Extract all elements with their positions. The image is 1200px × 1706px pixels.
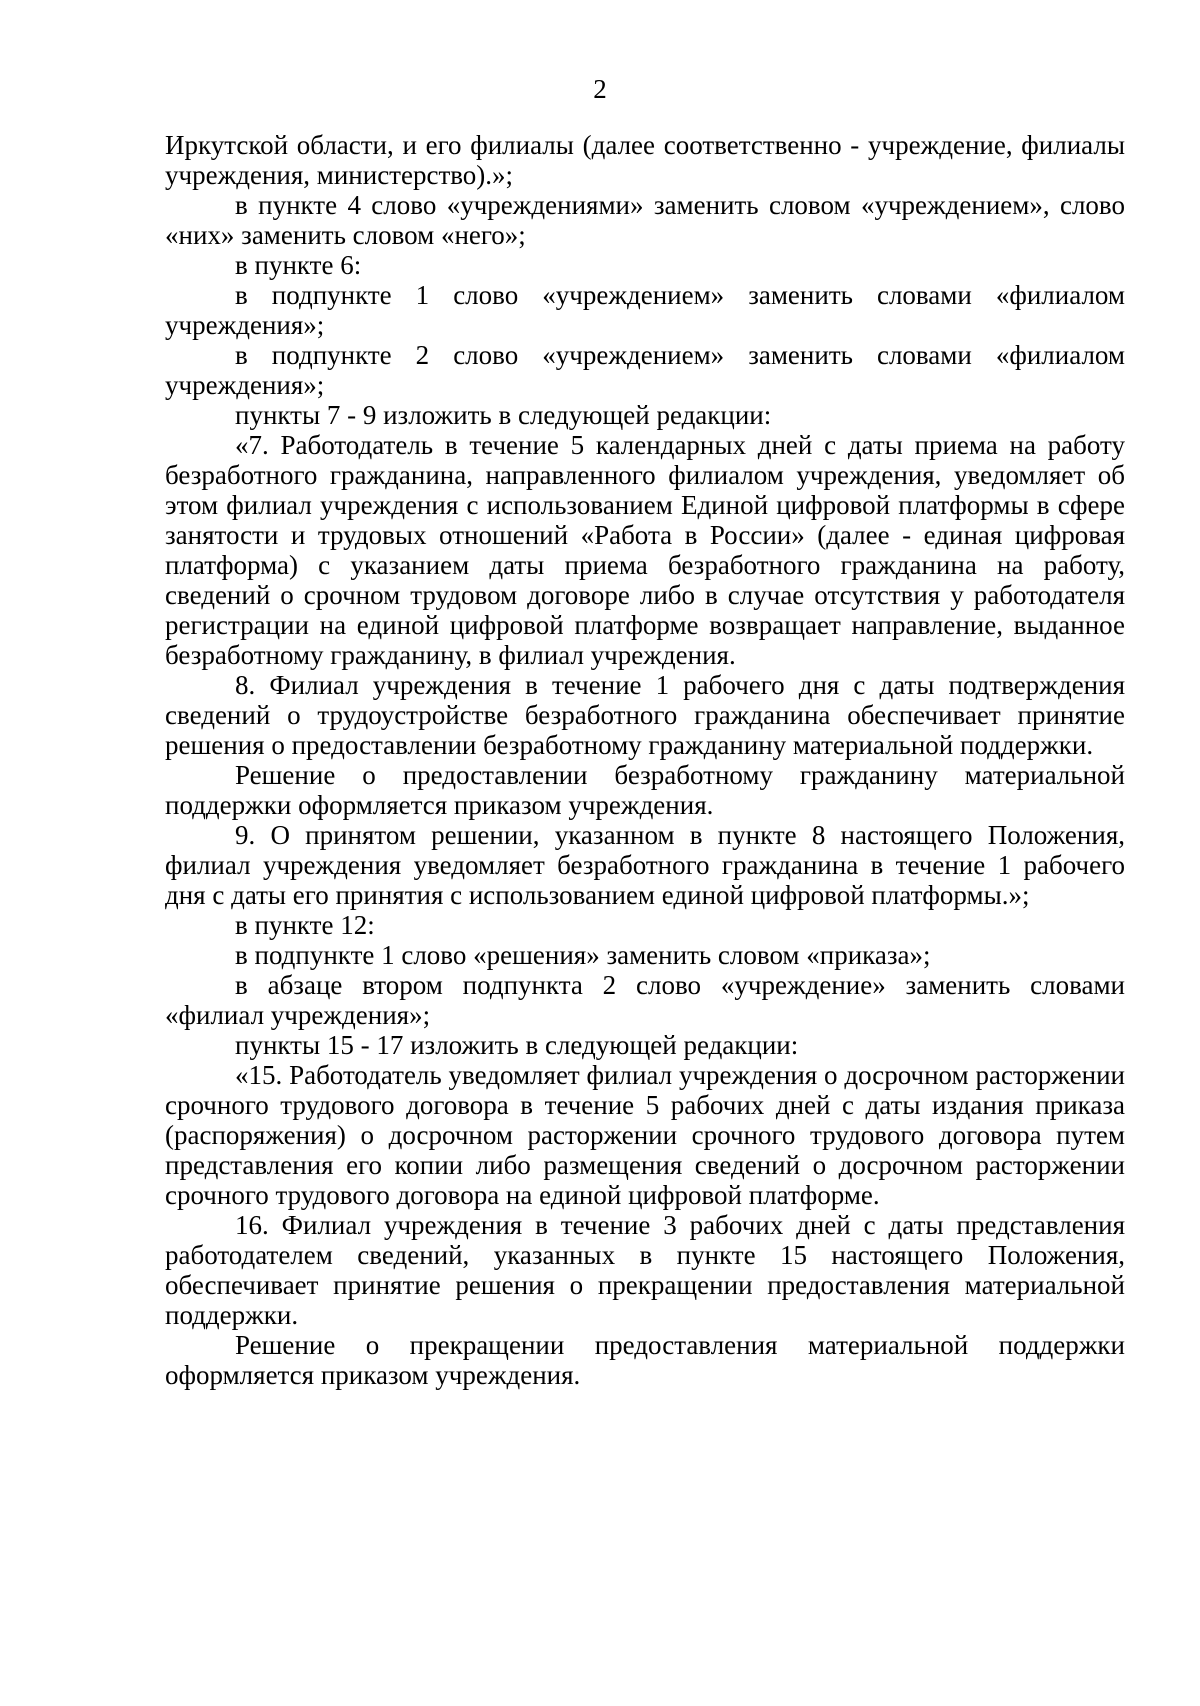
paragraph: в пункте 12: bbox=[235, 910, 375, 940]
page-number: 2 bbox=[593, 74, 607, 104]
paragraph: пункты 15 - 17 изложить в следующей редакции: bbox=[235, 1030, 799, 1060]
paragraph: Иркутской области, и его филиалы (далее соответственно - учреждение, филиалы учреждения, министерство).»; bbox=[165, 130, 1125, 190]
paragraph: в пункте 6: bbox=[235, 250, 362, 280]
paragraph: пункты 7 - 9 изложить в следующей редакции: bbox=[235, 400, 772, 430]
paragraph: 9. О принятом решении, указанном в пункте 8 настоящего Положения, филиал учреждения уведомляет безработного гражданина в течение 1 рабочего дня с даты его принятия с использованием единой цифровой платформы.»; bbox=[165, 820, 1125, 910]
paragraph: в подпункте 2 слово «учреждением» заменить словами «филиалом учреждения»; bbox=[165, 340, 1125, 400]
document-body bbox=[165, 130, 1125, 1390]
paragraph: «15. Работодатель уведомляет филиал учреждения о досрочном расторжении срочного трудового договора в течение 5 рабочих дней с даты издания приказа (распоряжения) о досрочном расторжении срочного трудового договора путем представления его копии либо размещения сведений о досрочном расторжении срочного трудового договора на единой цифровой платформе. bbox=[165, 1060, 1125, 1210]
paragraph: 16. Филиал учреждения в течение 3 рабочих дней с даты представления работодателем сведений, указанных в пункте 15 настоящего Положения, обеспечивает принятие решения о прекращении предоставления материальной поддержки. bbox=[165, 1210, 1125, 1330]
paragraph: 8. Филиал учреждения в течение 1 рабочего дня с даты подтверждения сведений о трудоустройстве безработного гражданина обеспечивает принятие решения о предоставлении безработному гражданину материальной поддержки. bbox=[165, 670, 1125, 760]
paragraph: «7. Работодатель в течение 5 календарных дней с даты приема на работу безработного гражданина, направленного филиалом учреждения, уведомляет об этом филиал учреждения с использованием Единой цифровой платформы в сфере занятости и трудовых отношений «Работа в России» (далее - единая цифровая платформа) с указанием даты приема безработного гражданина на работу, сведений о срочном трудовом договоре либо в случае отсутствия у работодателя регистрации на единой цифровой платформе возвращает направление, выданное безработному гражданину, в филиал учреждения. bbox=[165, 430, 1125, 670]
paragraph: Решение о предоставлении безработному гражданину материальной поддержки оформляется приказом учреждения. bbox=[165, 760, 1125, 820]
paragraph: в пункте 4 слово «учреждениями» заменить словом «учреждением», слово «них» заменить словом «него»; bbox=[165, 190, 1125, 250]
paragraph: Решение о прекращении предоставления материальной поддержки оформляется приказом учреждения. bbox=[165, 1330, 1125, 1390]
paragraph: в подпункте 1 слово «учреждением» заменить словами «филиалом учреждения»; bbox=[165, 280, 1125, 340]
paragraph: в абзаце втором подпункта 2 слово «учреждение» заменить словами «филиал учреждения»; bbox=[165, 970, 1125, 1030]
paragraph: в подпункте 1 слово «решения» заменить словом «приказа»; bbox=[235, 940, 931, 970]
